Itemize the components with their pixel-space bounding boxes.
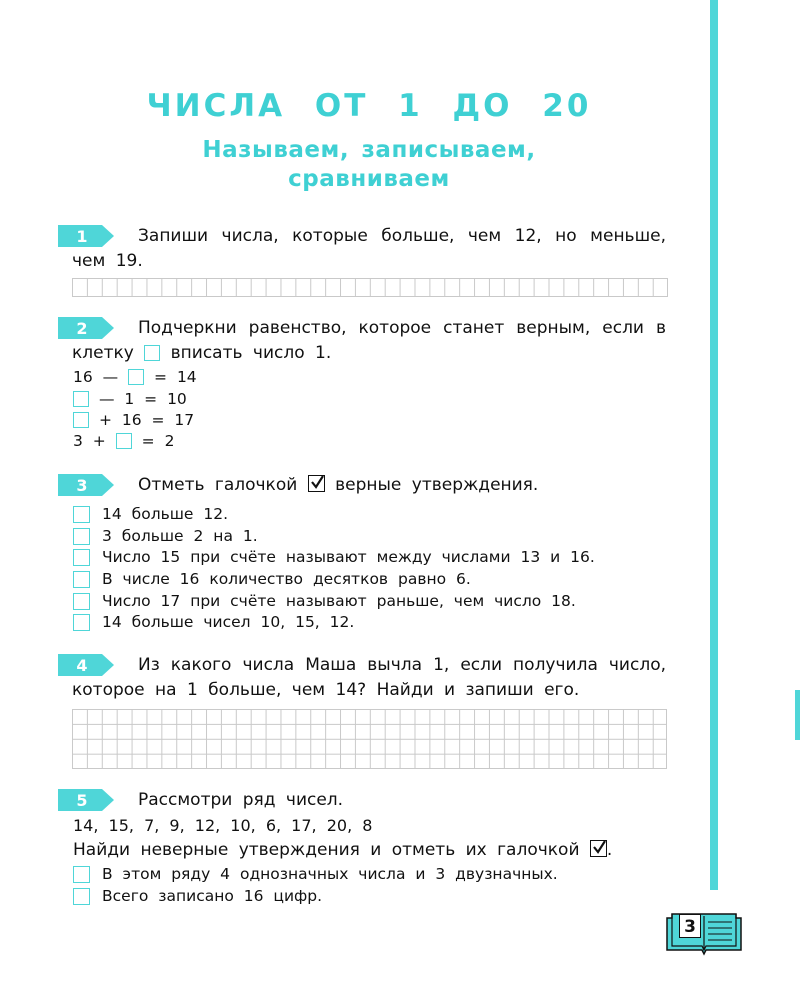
task-3-text-block bbox=[58, 473, 666, 498]
equation-box[interactable] bbox=[116, 433, 132, 449]
subtitle-line-1: Называем, записываем, bbox=[202, 137, 536, 163]
task-4-number: 4 bbox=[76, 656, 88, 675]
equation-box[interactable] bbox=[128, 369, 144, 385]
task-2-text-after: вписать число 1. bbox=[170, 343, 332, 363]
task-4-text: Из какого числа Маша вычла 1, если получила число, которое на 1 больше, чем 14? Найди и запиши его. bbox=[72, 655, 666, 700]
number-sequence: 14, 15, 7, 9, 12, 10, 6, 17, 20, 8 bbox=[73, 816, 373, 835]
page-subtitle bbox=[0, 136, 738, 194]
statement-text: 14 больше 12. bbox=[102, 505, 229, 523]
task-5-number: 5 bbox=[76, 791, 88, 810]
page-title: ЧИСЛА ОТ 1 ДО 20 bbox=[146, 88, 592, 124]
checkmark-box-icon bbox=[308, 475, 325, 492]
task-5-text: Рассмотри ряд чисел. bbox=[138, 790, 344, 810]
equation-box[interactable] bbox=[73, 391, 89, 407]
task-2-number: 2 bbox=[76, 319, 88, 338]
checkbox[interactable] bbox=[73, 866, 90, 883]
subtitle-line-2: сравниваем bbox=[288, 166, 450, 192]
task-5-instruction: Найди неверные утверждения и отметь их галочкой . bbox=[73, 840, 613, 860]
checkbox[interactable] bbox=[73, 549, 90, 566]
task-3-number: 3 bbox=[76, 476, 88, 495]
checkbox[interactable] bbox=[73, 506, 90, 523]
statement-text: Число 15 при счёте называют между числами 13 и 16. bbox=[102, 548, 595, 566]
equation-box[interactable] bbox=[73, 412, 89, 428]
statement-text: Число 17 при счёте называют раньше, чем число 18. bbox=[102, 592, 576, 610]
task-5-text-block bbox=[58, 788, 666, 813]
equation-row[interactable]: 3 + = 2 bbox=[73, 432, 175, 450]
task-2-text-before: Подчеркни равенство, которое станет верным, если в клетку bbox=[72, 318, 666, 363]
book-icon bbox=[664, 910, 744, 956]
checkbox[interactable] bbox=[73, 593, 90, 610]
equation-row[interactable]: + 16 = 17 bbox=[73, 409, 194, 431]
task-1-number: 1 bbox=[76, 227, 88, 246]
statement-text: 3 больше 2 на 1. bbox=[102, 527, 258, 545]
task-1-answer-grid[interactable] bbox=[72, 278, 668, 297]
page-edge-tab bbox=[795, 690, 800, 740]
task-2-text-block bbox=[58, 316, 666, 366]
page-number: 3 bbox=[679, 914, 701, 938]
equation-row[interactable]: 16 — = 14 bbox=[73, 368, 197, 386]
page-edge-stripe bbox=[710, 0, 718, 890]
checkmark-box-icon bbox=[590, 840, 607, 857]
checkbox[interactable] bbox=[73, 888, 90, 905]
task-4-answer-grid[interactable] bbox=[72, 709, 667, 769]
statement-text: 14 больше чисел 10, 15, 12. bbox=[102, 613, 355, 631]
equation-row[interactable]: — 1 = 10 bbox=[73, 388, 187, 410]
statement-text: В числе 16 количество десятков равно 6. bbox=[102, 570, 471, 588]
checkbox[interactable] bbox=[73, 614, 90, 631]
task-3-text-before: Отметь галочкой bbox=[138, 475, 298, 495]
task-3-text-after: верные утверждения. bbox=[335, 475, 539, 495]
checkbox[interactable] bbox=[73, 528, 90, 545]
task-2-inline-box bbox=[144, 345, 160, 361]
checkbox[interactable] bbox=[73, 571, 90, 588]
task-1-text-block bbox=[58, 224, 666, 274]
task-1-text: Запиши числа, которые больше, чем 12, но меньше, чем 19. bbox=[72, 226, 666, 271]
task-4-text-block bbox=[58, 653, 666, 703]
statement-text: Всего записано 16 цифр. bbox=[102, 887, 323, 905]
statement-text: В этом ряду 4 однозначных числа и 3 двузначных. bbox=[102, 865, 558, 883]
